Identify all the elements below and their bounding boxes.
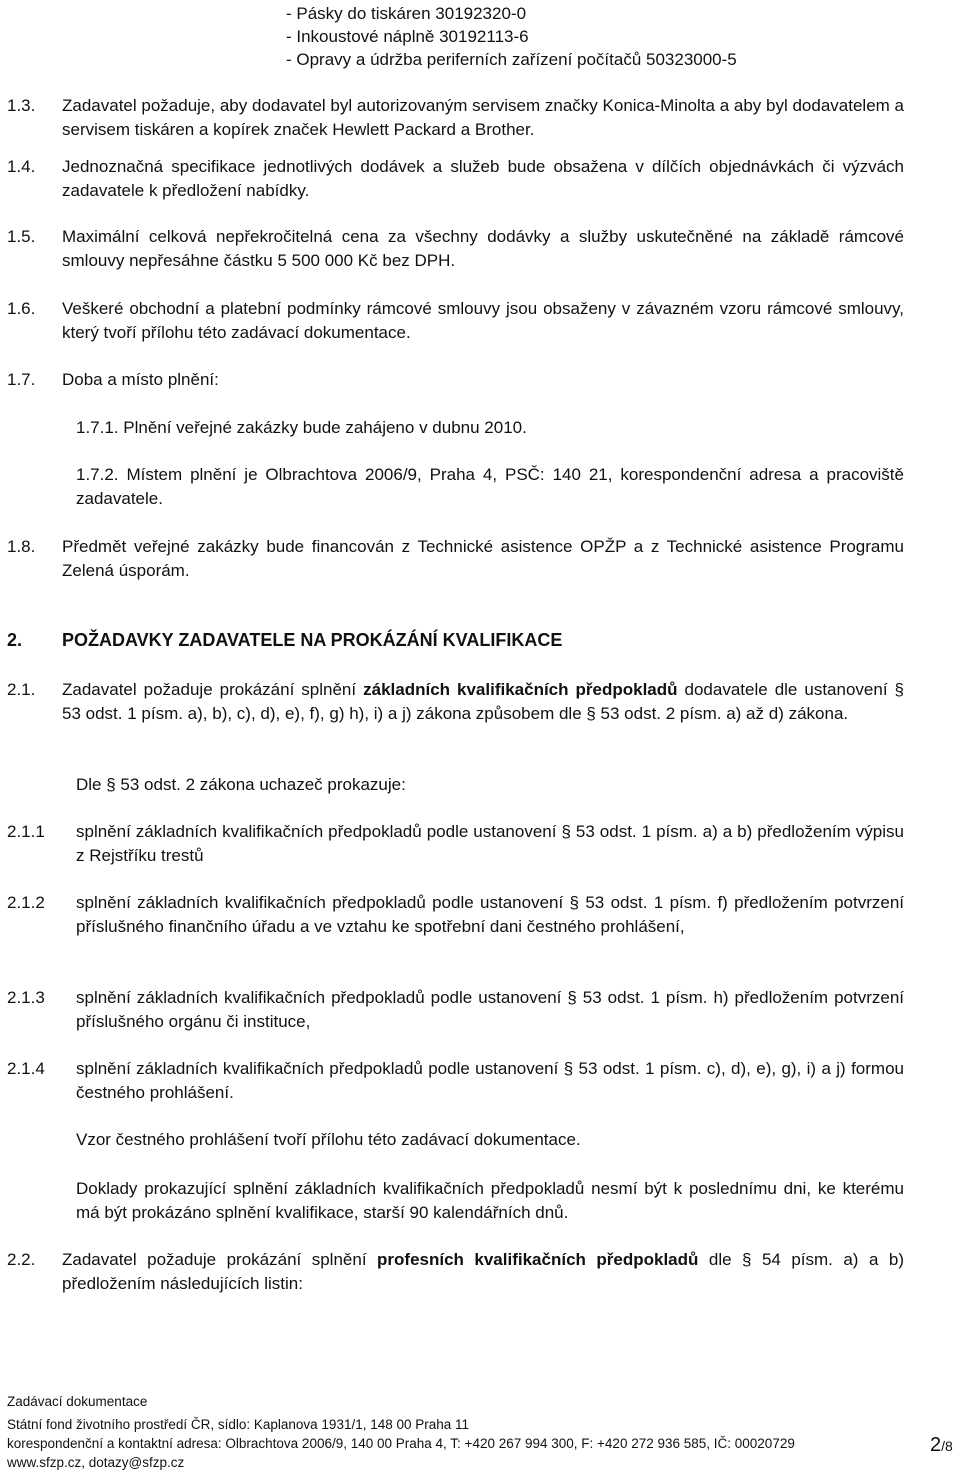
item-number: 1.8.	[7, 537, 36, 556]
item-text: splnění základních kvalifikačních předpokladů podle ustanovení § 53 odst. 1 písm. a) a b) předložením výpisu z Rejstříku trestů	[76, 822, 904, 865]
footer-line-2: korespondenční a kontaktní adresa: Olbrachtova 2006/9, 140 00 Praha 4, T: +420 267 994 300, F: +420 272 936 585, IČ: 00020729	[7, 1436, 795, 1451]
item-text: Doba a místo plnění:	[62, 370, 219, 389]
item-number: 1.6.	[7, 299, 36, 318]
item-number: 1.4.	[7, 157, 36, 176]
item-text: Zadavatel požaduje prokázání splnění profesních kvalifikačních předpokladů dle § 54 písm. a) a b) předložením následujících listin:	[62, 1250, 904, 1293]
item-text: Maximální celková nepřekročitelná cena za všechny dodávky a služby uskutečněné na základě rámcové smlouvy nepřesáhne částku 5 500 000 Kč bez DPH.	[62, 227, 904, 270]
item-number: 2.1.	[7, 680, 36, 699]
item-number: 2.2.	[7, 1250, 36, 1269]
note-text: Vzor čestného prohlášení tvoří přílohu této zadávací dokumentace.	[76, 1130, 581, 1149]
section-number: 2.	[7, 630, 23, 650]
item-text: splnění základních kvalifikačních předpokladů podle ustanovení § 53 odst. 1 písm. c), d), e), g), i) a j) formou čestného prohlášení.	[76, 1059, 904, 1102]
item-number: 2.1.2	[7, 893, 45, 912]
subitem-text: 1.7.1. Plnění veřejné zakázky bude zahájeno v dubnu 2010.	[76, 418, 527, 437]
item-text: Jednoznačná specifikace jednotlivých dodávek a služeb bude obsažena v dílčích objednávkách či výzvách zadavatele k předložení nabídky.	[62, 157, 904, 200]
item-number: 1.3.	[7, 96, 36, 115]
section-title: POŽADAVKY ZADAVATELE NA PROKÁZÁNÍ KVALIFIKACE	[62, 630, 563, 650]
item-text: Zadavatel požaduje prokázání splnění základních kvalifikačních předpokladů dodavatele dle ustanovení § 53 odst. 1 písm. a), b), c), d), e), f), g) h), i) a j) zákona způsobem dle § 53 odst. 2 písm. a) až d) zákona.	[62, 680, 904, 723]
footer-line-3: www.sfzp.cz, dotazy@sfzp.cz	[7, 1455, 185, 1470]
footer-doc-title: Zadávací dokumentace	[7, 1394, 148, 1409]
item-text: Předmět veřejné zakázky bude financován z Technické asistence OPŽP a z Technické asistence Programu Zelená úsporám.	[62, 537, 904, 580]
header-line-3: - Opravy a údržba periferních zařízení počítačů 50323000-5	[286, 50, 737, 69]
footer-line-1: Státní fond životního prostředí ČR, sídlo: Kaplanova 1931/1, 148 00 Praha 11	[7, 1417, 470, 1432]
page-number: 2/8	[930, 1434, 953, 1456]
subitem-text: 1.7.2. Místem plnění je Olbrachtova 2006/9, Praha 4, PSČ: 140 21, korespondenční adresa a pracoviště zadavatele.	[76, 465, 904, 508]
bold-phrase: profesních kvalifikačních předpokladů	[377, 1250, 699, 1269]
bold-phrase: základních kvalifikačních předpokladů	[363, 680, 678, 699]
item-number: 2.1.1	[7, 822, 45, 841]
item-number: 2.1.3	[7, 988, 45, 1007]
item-number: 1.7.	[7, 370, 36, 389]
item-text: Zadavatel požaduje, aby dodavatel byl autorizovaným servisem značky Konica-Minolta a aby byl dodavatelem a servisem tiskáren a kopírek značek Hewlett Packard a Brother.	[62, 96, 904, 139]
header-line-2: - Inkoustové náplně 30192113-6	[286, 27, 529, 46]
header-line-1: - Pásky do tiskáren 30192320-0	[286, 4, 527, 23]
item-number: 1.5.	[7, 227, 36, 246]
item-text: Veškeré obchodní a platební podmínky rámcové smlouvy jsou obsaženy v závazném vzoru rámcové smlouvy, který tvoří přílohu této zadávací dokumentace.	[62, 299, 904, 342]
item-number: 2.1.4	[7, 1059, 45, 1078]
item-text: splnění základních kvalifikačních předpokladů podle ustanovení § 53 odst. 1 písm. f) předložením potvrzení příslušného finančního úřadu a ve vztahu ke spotřební dani čestného prohlášení,	[76, 893, 904, 936]
item-text: splnění základních kvalifikačních předpokladů podle ustanovení § 53 odst. 1 písm. h) předložením potvrzení příslušného orgánu či instituce,	[76, 988, 904, 1031]
subitem-text: Dle § 53 odst. 2 zákona uchazeč prokazuje:	[76, 775, 406, 794]
note-text: Doklady prokazující splnění základních kvalifikačních předpokladů nesmí být k poslednímu dni, ke kterému má být prokázáno splnění kvalifikace, starší 90 kalendářních dnů.	[76, 1179, 904, 1222]
